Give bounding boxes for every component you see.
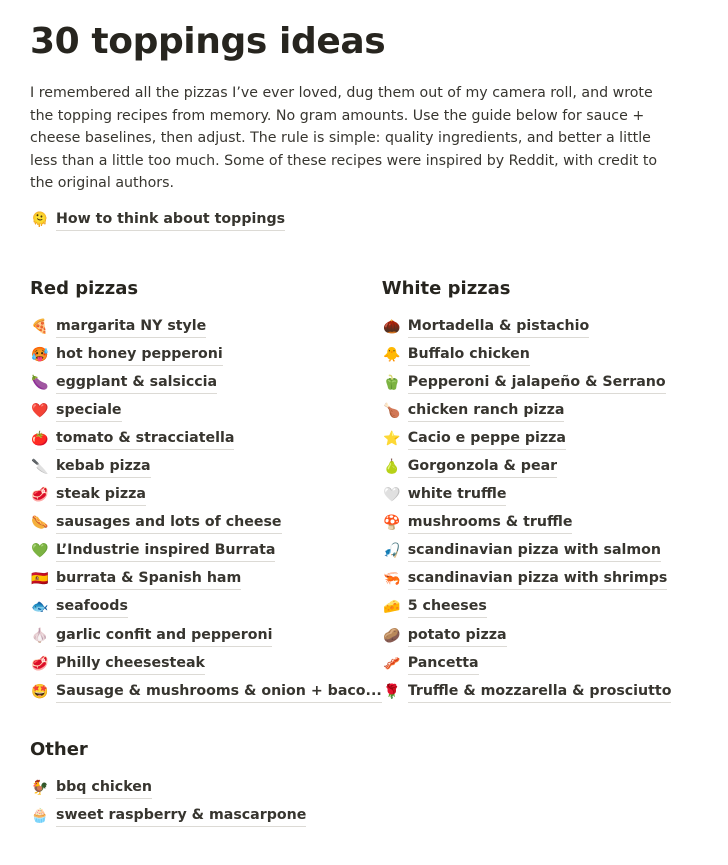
bell-pepper-icon: 🫑	[383, 374, 401, 391]
melting-face-icon: 🫠	[31, 211, 49, 228]
white-item-shrimps[interactable]	[382, 565, 688, 593]
list-item-label: Buffalo chicken	[408, 344, 530, 366]
white-pizzas-column	[382, 275, 688, 706]
garlic-icon: 🧄	[31, 627, 49, 644]
list-item-label: Philly cheesesteak	[56, 653, 205, 675]
red-item-eggplant[interactable]	[30, 369, 382, 397]
hot-dog-icon: 🌭	[31, 515, 49, 532]
red-item-kebab[interactable]	[30, 453, 382, 481]
red-pizzas-column	[30, 275, 382, 706]
list-item-label: sausages and lots of cheese	[56, 512, 282, 534]
list-item-label: white truffle	[408, 484, 507, 506]
red-item-burrata[interactable]	[30, 537, 382, 565]
list-item-label: Sausage & mushrooms & onion + baco...	[56, 681, 382, 703]
list-item-label: Pepperoni & jalapeño & Serrano	[408, 372, 666, 394]
list-item-label: mushrooms & truffle	[408, 512, 573, 534]
white-heart-icon: 🤍	[383, 487, 401, 504]
tomato-icon: 🍅	[31, 430, 49, 447]
list-item-label: burrata & Spanish ham	[56, 568, 241, 590]
star-struck-icon: 🤩	[31, 683, 49, 700]
list-item-label: Pancetta	[408, 653, 479, 675]
white-item-salmon[interactable]	[382, 537, 688, 565]
white-item-pancetta[interactable]	[382, 650, 688, 678]
list-item-label: hot honey pepperoni	[56, 344, 223, 366]
list-item-label: speciale	[56, 400, 122, 422]
pear-icon: 🍐	[383, 459, 401, 476]
list-item-label: steak pizza	[56, 484, 146, 506]
other-section	[30, 736, 688, 830]
pizza-icon: 🍕	[31, 318, 49, 335]
chick-icon: 🐥	[383, 346, 401, 363]
guide-page-link[interactable]	[30, 207, 688, 233]
red-item-spanish-ham[interactable]	[30, 565, 382, 593]
white-item-cacio-e-pepe[interactable]	[382, 425, 688, 453]
white-item-5-cheeses[interactable]	[382, 593, 688, 621]
rooster-icon: 🐓	[31, 779, 49, 796]
shrimp-icon: 🦐	[383, 571, 401, 588]
fishing-pole-icon: 🎣	[383, 543, 401, 560]
red-item-tomato[interactable]	[30, 425, 382, 453]
red-item-hot-honey[interactable]	[30, 341, 382, 369]
mushroom-icon: 🍄	[383, 515, 401, 532]
pizza-columns	[30, 275, 688, 706]
list-item-label: bbq chicken	[56, 777, 152, 799]
list-item-label: 5 cheeses	[408, 596, 487, 618]
list-item-label: scandinavian pizza with salmon	[408, 540, 661, 562]
cheese-icon: 🧀	[383, 599, 401, 616]
red-pizzas-heading: Red pizzas	[30, 277, 139, 299]
list-item-label: tomato & stracciatella	[56, 428, 234, 450]
eggplant-icon: 🍆	[31, 374, 49, 391]
red-item-seafoods[interactable]	[30, 593, 382, 621]
cut-of-meat-icon: 🥩	[31, 487, 49, 504]
red-item-philly[interactable]	[30, 650, 382, 678]
potato-icon: 🥔	[383, 627, 401, 644]
list-item-label: seafoods	[56, 596, 128, 618]
list-item-label: Cacio e peppe pizza	[408, 428, 566, 450]
red-item-sausages[interactable]	[30, 509, 382, 537]
list-item-label: scandinavian pizza with shrimps	[408, 568, 668, 590]
white-item-chicken-ranch[interactable]	[382, 397, 688, 425]
chestnut-icon: 🌰	[383, 318, 401, 335]
rose-icon: 🌹	[383, 683, 401, 700]
white-pizzas-heading: White pizzas	[381, 277, 511, 299]
white-item-mortadella[interactable]	[382, 313, 688, 341]
list-item-label: L’Industrie inspired Burrata	[56, 540, 275, 562]
red-item-steak[interactable]	[30, 481, 382, 509]
other-heading: Other	[30, 738, 88, 760]
white-item-mushrooms-truffle[interactable]	[382, 509, 688, 537]
page-title: 30 toppings ideas	[30, 21, 386, 62]
white-item-gorgonzola[interactable]	[382, 453, 688, 481]
other-item-bbq-chicken[interactable]	[30, 774, 688, 802]
drumstick-icon: 🍗	[383, 402, 401, 419]
list-item-label: garlic confit and pepperoni	[56, 625, 272, 647]
red-item-speciale[interactable]	[30, 397, 382, 425]
red-item-garlic[interactable]	[30, 622, 382, 650]
list-item-label: kebab pizza	[56, 456, 151, 478]
white-item-white-truffle[interactable]	[382, 481, 688, 509]
fish-icon: 🐟	[31, 599, 49, 616]
list-item-label: chicken ranch pizza	[408, 400, 565, 422]
intro-paragraph: I remembered all the pizzas I’ve ever loved, dug them out of my camera roll, and wrote the topping recipes from memory. No gram amounts. Use the guide below for sauce + cheese baselines, then adjust. The rule is simple: quality ingredients, and better a little less than a little too much. Some of these recipes were inspired by Reddit, with credit to the original authors.	[30, 85, 658, 191]
bacon-icon: 🥓	[383, 655, 401, 672]
white-item-potato[interactable]	[382, 622, 688, 650]
knife-icon: 🔪	[31, 459, 49, 476]
list-item-label: Mortadella & pistachio	[408, 316, 590, 338]
list-item-label: Gorgonzola & pear	[408, 456, 557, 478]
red-pizzas-list	[30, 313, 382, 706]
list-item-label: potato pizza	[408, 625, 507, 647]
other-item-raspberry[interactable]	[30, 802, 688, 830]
red-item-margarita[interactable]	[30, 313, 382, 341]
white-item-truffle-prosciutto[interactable]	[382, 678, 688, 706]
red-heart-icon: ❤️	[31, 402, 49, 419]
list-item-label: eggplant & salsiccia	[56, 372, 217, 394]
cut-of-meat-icon: 🥩	[31, 655, 49, 672]
white-pizzas-list	[382, 313, 688, 706]
spain-flag-icon: 🇪🇸	[31, 571, 49, 588]
list-item-label: Truffle & mozzarella & prosciutto	[408, 681, 672, 703]
white-item-buffalo[interactable]	[382, 341, 688, 369]
white-item-pepperoni-jalapeno[interactable]	[382, 369, 688, 397]
hot-face-icon: 🥵	[31, 346, 49, 363]
list-item-label: margarita NY style	[56, 316, 206, 338]
list-item-label: sweet raspberry & mascarpone	[56, 805, 306, 827]
red-item-sausage-mushrooms[interactable]	[30, 678, 382, 706]
guide-link-label: How to think about toppings	[56, 209, 285, 231]
cupcake-icon: 🧁	[31, 807, 49, 824]
green-heart-icon: 💚	[31, 543, 49, 560]
other-list	[30, 774, 688, 830]
star-icon: ⭐	[383, 430, 401, 447]
